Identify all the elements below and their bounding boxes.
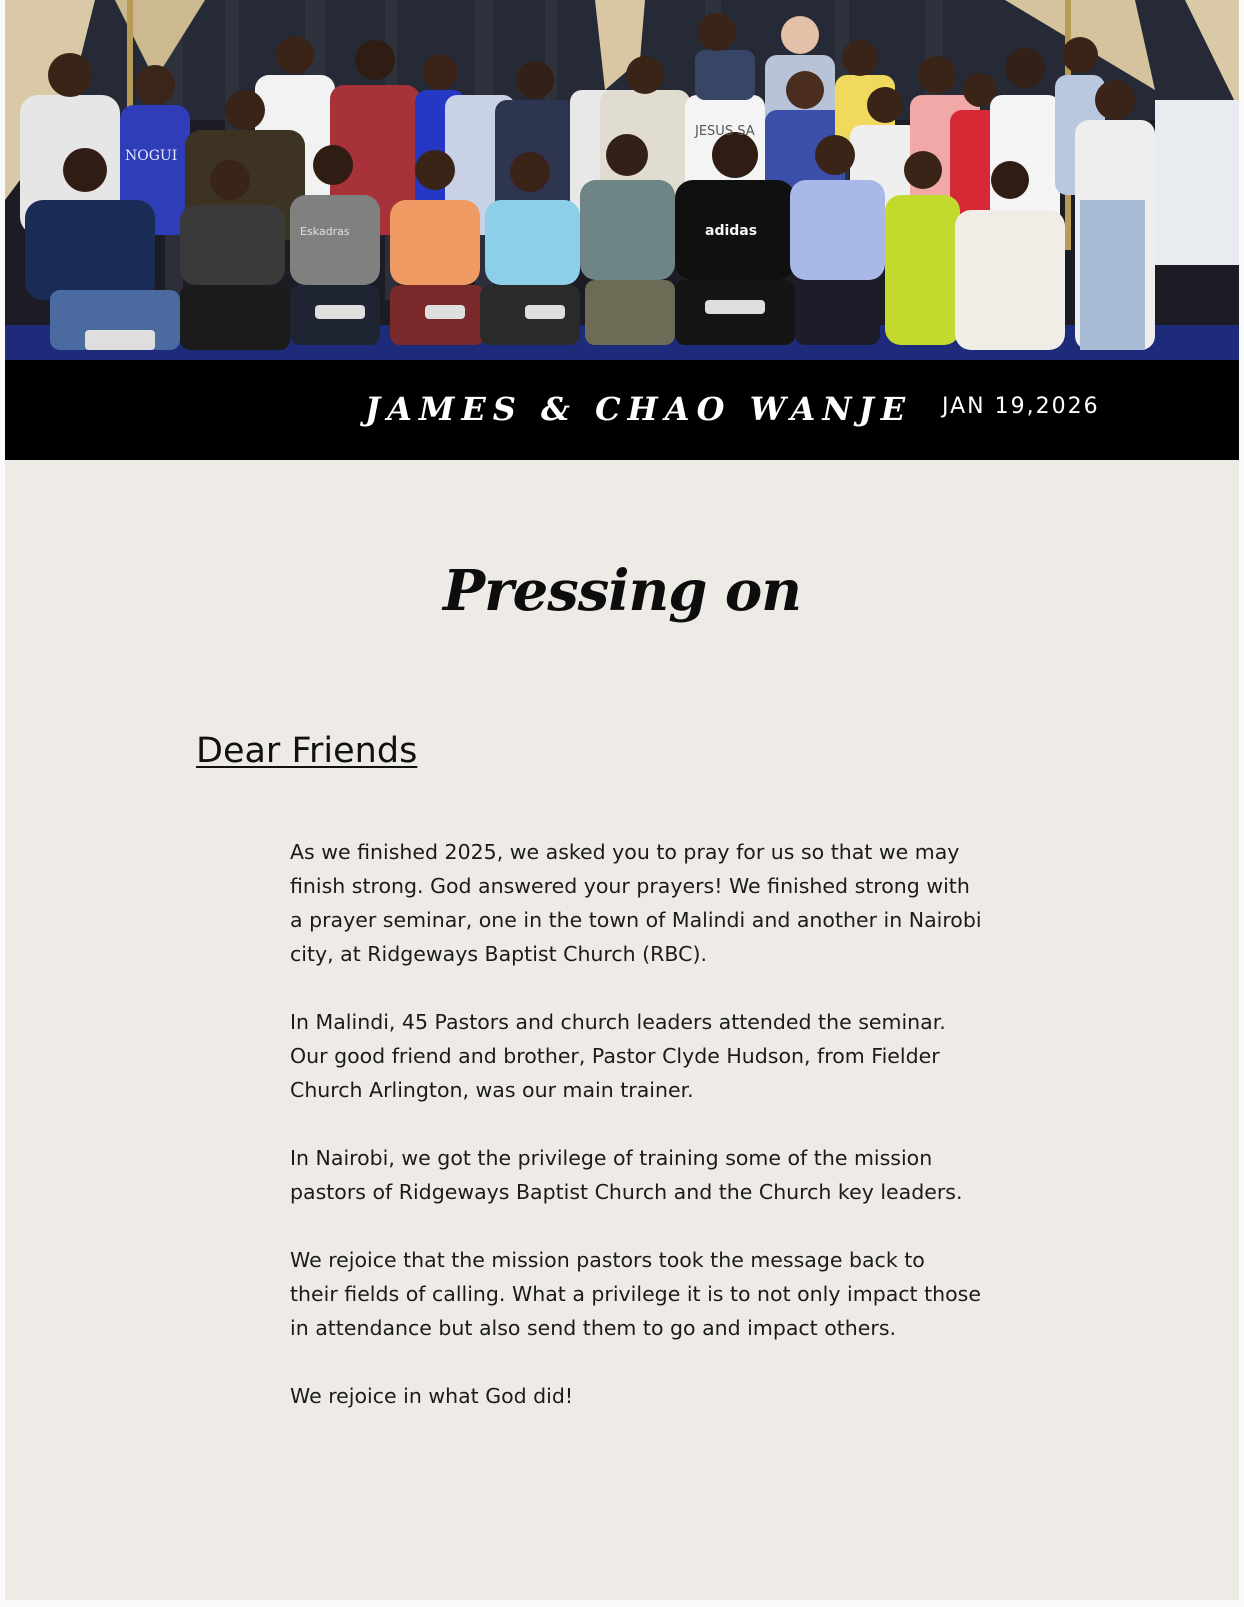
- shirt-text-jesus: JESUS SA: [695, 124, 755, 139]
- shirt-text-adidas: adidas: [705, 223, 758, 239]
- shirt-text-eskadras: Eskadras: [300, 225, 350, 238]
- paragraph-3: In Nairobi, we got the privilege of training some of the mission pastors of Ridgeways Baptist Church and the Church key leaders.: [290, 1146, 963, 1204]
- shirt-text-nogui: NOGUI: [125, 148, 178, 164]
- page-title: Pressing on: [442, 558, 801, 624]
- banner-date: JAN 19,2026: [942, 394, 1100, 419]
- letter-body: [290, 835, 1030, 1447]
- paragraph-1: As we finished 2025, we asked you to pray for us so that we may finish strong. God answered your prayers! We finished strong with a prayer seminar, one in the town of Malindi and another in Nairobi city, at Ridgeways Baptist Church (RBC).: [290, 840, 982, 966]
- header-banner: [5, 360, 1239, 460]
- group-photo: [5, 0, 1239, 360]
- salutation: Dear Friends: [196, 731, 418, 771]
- paragraph-4: We rejoice that the mission pastors took the message back to their fields of calling. What a privilege it is to not only impact those in attendance but also send them to go and impact others.: [290, 1248, 981, 1340]
- group-photo-illustration: [5, 0, 1239, 360]
- paragraph-5: We rejoice in what God did!: [290, 1384, 574, 1408]
- paragraph-2: In Malindi, 45 Pastors and church leaders attended the seminar. Our good friend and brother, Pastor Clyde Hudson, from Fielder Church Arlington, was our main trainer.: [290, 1010, 946, 1102]
- banner-names: JAMES & CHAO WANJE: [365, 390, 913, 428]
- newsletter-page: [5, 0, 1239, 1600]
